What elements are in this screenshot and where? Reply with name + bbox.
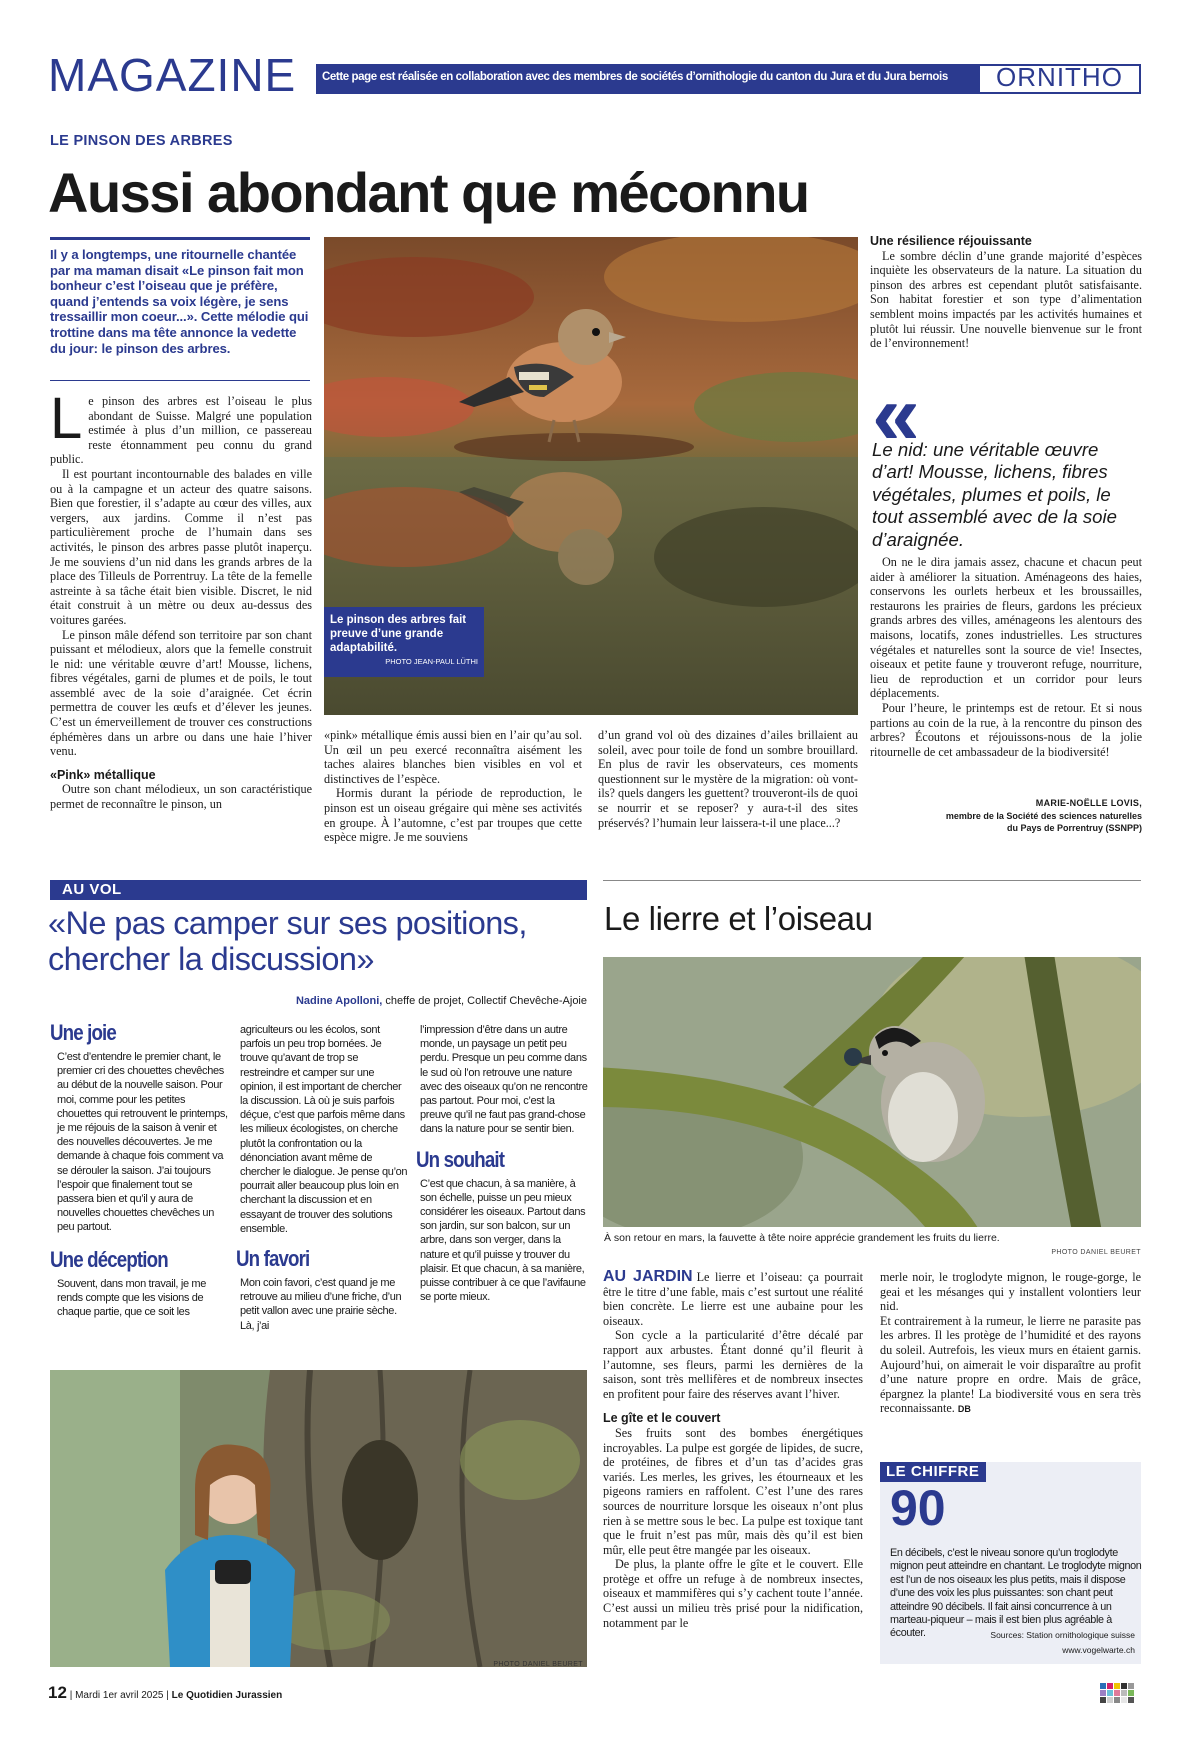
col3-p1: d’un grand vol où des dizaines d’ailes brillaient au soleil, avec pour toile de fond un sombre brouillard. En plus de ravir les observateurs, ces moments questionnent sur le mystère de la migration: où vont-ils? quels dangers les guettent? trouveront-ils de quoi se nourrir et se reposer? y aura-t-il des sites préservés? l’humain leur laissera-t-il une place...? <box>598 728 858 830</box>
chiffre-url[interactable]: www.vogelwarte.ch <box>1062 1645 1135 1655</box>
page-number: 12 <box>48 1683 67 1702</box>
subhead-pink: «Pink» métallique <box>50 767 156 782</box>
lead-rule-bottom <box>50 380 310 381</box>
article-col4-b <box>870 555 1142 759</box>
text-joie: C’est d’entendre le premier chant, le premier cri des chouettes chevêches au début de la nouvelle saison. Pour moi, comme pour les petites chouettes qui retrouvent le printemps, je me réjouis de la saison à venir et des nouvelles découvertes. Je me demande à chaque fois comment va se dérouler la saison. J’ai toujours l’espoir que finalement tout se passera bien et qu’il y aura de nouvelles chouettes chevêches un peu partout. <box>57 1051 228 1234</box>
footer-sep-2: | <box>166 1690 172 1701</box>
portrait-credit: PHOTO DANIEL BEURET <box>493 1661 583 1667</box>
footer-sep-1: | <box>69 1690 76 1701</box>
auvol-col2 <box>236 1023 408 1333</box>
lierre-rule <box>603 880 1141 881</box>
print-registration-icon <box>1100 1683 1138 1705</box>
col4-p1: Le sombre déclin d’une grande majorité d’espèces inquiète les observateurs de la nature. La situation du pinson des arbres est cependant plutôt satisfaisante. Son habitat forestier et son type d’alimentation semblent moins impactés par les activités humaines et plutôt lui réussir. Une nouvelle bienvenue sur le front de l’environnement! <box>870 248 1142 351</box>
heading-deception: Une déception <box>50 1246 168 1272</box>
auvol-label-text: AU VOL <box>62 881 122 898</box>
author-name: MARIE-NOËLLE LOVIS, <box>1035 798 1142 808</box>
masthead <box>48 49 1141 101</box>
col4-p2: On ne le dira jamais assez, chacune et chacun peut aider à améliorer la situation. Aménageons des haies, conservons les ourlets herbeux et les broussailles, restaurons les prairies de fleurs, gardons les précieux grands arbres des villes, aménageons les alentours des maisons, locatifs, zones industrielles. Les structures végétales et naturelles sont la source de vie! Insectes, oiseaux et petite faune y trouveront refuge, nourriture, lieu de reproduction et un corridor pour leurs déplacements. <box>870 555 1142 701</box>
lierre-p2: Son cycle a la particularité d’être décalé par rapport aux arbustes. Étant donné qu’il fleurit à l’automne, ses fleurs, parmi les dernières de la saison, sont très mellifères et de nombreux insectes en profitent pour faire des réserves avant l’hiver. <box>603 1328 863 1401</box>
lierre-p1: Le lierre et l’oiseau: ça pourrait être le titre d’une fable, mais c’est surtout une réalité bien concrète. Le lierre est une aubaine pour les oiseaux. <box>603 1270 863 1328</box>
quote-text: Le nid: une véritable œuvre d’art! Mousse, lichens, fibres végétales, plumes et poils, le tout assemblé avec de la soie d’araignée. <box>872 439 1117 550</box>
byline-role: cheffe de projet, Collectif Chevêche-Ajoie <box>382 995 587 1007</box>
article-kicker: LE PINSON DES ARBRES <box>50 133 233 149</box>
lierre-col1 <box>603 1270 863 1630</box>
col2-p2: Hormis durant la période de reproduction, le pinson est un oiseau grégaire qui mène ses activités en groupe. À l’automne, c’est par troupes que cette espèce migre. Je me souviens <box>324 786 582 845</box>
col4-p3: Pour l’heure, le printemps est de retour. Et si nous partions au coin de la rue, à la rencontre du pinson des arbres? Écoutons et réjouissons-nous de la jolie ritournelle de cet ambassadeur de la biodiversité! <box>870 700 1142 759</box>
blackcap-photo <box>603 957 1141 1227</box>
lierre-signature: DB <box>957 1404 971 1415</box>
chiffre-label-text: LE CHIFFRE <box>886 1463 980 1480</box>
auvol-col3 <box>416 1023 588 1304</box>
photo-caption-box <box>324 607 484 677</box>
chiffre-box <box>880 1462 1141 1664</box>
pull-quote <box>872 367 1144 551</box>
footer-date: Mardi 1er avril 2025 <box>75 1690 164 1701</box>
heading-joie: Une joie <box>50 1020 116 1045</box>
photo-credit: PHOTO JEAN-PAUL LÜTHI <box>385 657 478 666</box>
auvol-col1 <box>50 1020 230 1319</box>
chiffre-label <box>880 1462 986 1482</box>
footer <box>48 1683 282 1703</box>
author-role-2: du Pays de Porrentruy (SSNPP) <box>1006 823 1142 833</box>
article-col1 <box>50 386 312 812</box>
col2-p1: «pink» métallique émis aussi bien en l’air qu’au sol. Un œil un peu exercé reconnaîtra aisément les taches alaires blanches bien visibles en vol et distinctives de l’espèce. <box>324 728 582 786</box>
author-role-1: membre de la Société des sciences naturelles <box>945 810 1142 821</box>
portrait-photo <box>50 1370 587 1667</box>
footer-paper: Le Quotidien Jurassien <box>171 1690 283 1701</box>
article-col4 <box>870 234 1142 351</box>
col1-p2: Il est pourtant incontournable des balades en ville ou à la campagne et un acteur des quatre saisons. Bien que forestier, il s’adapte au cœur des villes, aux vergers, aux jardins. Comme il n’est pas particulièrement proche de l’humain dans ses activités, le pinson des arbres passe plutôt inaperçu. Je me souviens d’un nid dans les grands arbres de la place des Tilleuls de Porrentruy. La tête de la femelle astreinte à sa tâche était bien visible. Discret, le nid était construit à un mètre ou deux au-dessus des voitures garées. <box>50 466 312 627</box>
chiffre-number: 90 <box>890 1480 946 1536</box>
auvol-title <box>48 905 593 977</box>
auvol-title-line1: «Ne pas camper sur ses positions, <box>48 905 527 941</box>
article-col2 <box>324 728 582 845</box>
color-bar-icon <box>1100 1683 1138 1705</box>
author-block <box>870 797 1142 835</box>
chiffre-text: En décibels, c’est le niveau sonore qu’un troglodyte mignon peut atteindre en chantant. Le troglodyte mignon est l’un de nos oiseaux les plus petits, mais il dispose d’une des voix les plus puissantes: son chant peut atteindre 90 décibels. Il fait ainsi concurrence à un marteau-piqueur – mais il est bien plus agréable à écouter. <box>890 1547 1142 1640</box>
lierre-kicker: AU JARDIN <box>603 1268 693 1285</box>
article-title: Aussi abondant que méconnu <box>48 161 809 224</box>
text-souhait: C’est que chacun, à sa manière, à son échelle, puisse un peu mieux considérer les oiseaux. Partout dans son jardin, sur son balcon, sur un arbre, dans son verger, dans la nature et qu’il puisse y trouver du plaisir. Et que chacun, à sa manière, puisse contribuer à ce que l’avifaune se porte mieux. <box>420 1177 586 1304</box>
text-deception: Souvent, dans mon travail, je me rends compte que les visions de chaque partie, que ce soit les <box>57 1277 206 1319</box>
lierre-credit: PHOTO DANIEL BEURET <box>1051 1249 1141 1256</box>
photo-caption: Le pinson des arbres fait preuve d’une grande adaptabilité. <box>330 614 467 654</box>
lierre-col2 <box>880 1270 1141 1417</box>
portrait-illustration <box>50 1370 587 1667</box>
text-col2: agriculteurs ou les écolos, sont parfois un peu trop bornées. Je trouve qu’avant de trop se restreindre et camper sur une opinion, il est important de chercher la discussion. Là où je suis parfois déçue, c’est que parfois même dans les milieux écologistes, on cherche plutôt la confrontation ou la dénonciation avant même de chercher le dialogue. Je pense qu’on pourrait aller beaucoup plus loin en cherchant la discussion et en essayant de trouver des solutions ensemble. <box>240 1024 408 1235</box>
col1-p3: Le pinson mâle défend son territoire par son chant puissant et mélodieux, alors que la femelle construit le nid: une véritable œuvre d’art! Mousse, lichens, fibres végétales, garni de plumes et de poils, le tout assemblé avec de la soie d’araignée. Cet écrin permettra de couver les œufs et d’élever les jeunes. C’est un émerveillement de trouver ces constructions éphémères dans un arbre ou dans une haie l’hiver venu. <box>50 627 312 759</box>
article-col3 <box>598 728 858 830</box>
lead-rule <box>50 237 310 240</box>
lierre-p5: merle noir, le troglodyte mignon, le rouge-gorge, le geai et les mésanges qui y installent volontiers leur nid. <box>880 1270 1141 1314</box>
dropcap: L <box>50 386 83 451</box>
col1-p4: Outre son chant mélodieux, un son caractéristique permet de reconnaître le pinson, un <box>50 782 312 812</box>
text-favori: Mon coin favori, c’est quand je me retrouve au milieu d’une friche, d’un petit vallon avec une prairie sèche. Là, j’ai <box>240 1277 402 1332</box>
text-col3: l’impression d’être dans un autre monde, un paysage un petit peu perdu. Presque un peu comme dans le sud où l’on retrouve une nature avec des oiseaux qu’on ne rencontre pas partout. Pour moi, c’est la preuve qu’il ne faut pas grand-chose dans la nature pour se sentir bien. <box>420 1024 588 1136</box>
col1-p1: e pinson des arbres est l’oiseau le plus abondant de Suisse. Malgré une population estimée à plus d’un million, ce passereau reste étonnamment peu connu du grand public. <box>50 394 312 467</box>
lierre-subhead: Le gîte et le couvert <box>603 1411 721 1426</box>
article-lead: Il y a longtemps, une ritournelle chantée par ma maman disait «Le pinson fait mon bonheur c’est l’oiseau que je préfère, quand j’entends sa voix légère, je sens tressaillir mon coeur...». Cette mélodie qui trottine dans ma tête annonce la vedette du jour: le pinson des arbres. <box>50 247 309 356</box>
chaffinch-photo <box>324 237 858 715</box>
lierre-p4: De plus, la plante offre le gîte et le couvert. Elle protège et offre un refuge à de nombreux insectes, oiseaux et mammifères qui s’y cachent toute l’année. C’est aussi un milieu très prisé pour la nidification, notamment par le <box>603 1557 863 1630</box>
rubric-label: ORNITHO <box>996 62 1123 92</box>
quote-mark-icon: « <box>872 367 914 463</box>
header-note: Cette page est réalisée en collaboration avec des membres de sociétés d’ornithologie du canton du Jura et du Jura bernois <box>322 71 948 83</box>
blackcap-illustration <box>603 957 1141 1227</box>
auvol-title-line2: chercher la discussion» <box>48 941 374 977</box>
auvol-byline <box>50 995 587 1007</box>
lierre-p3: Ses fruits sont des bombes énergétiques incroyables. La pulpe est gorgée de lipides, de sucre, de protéines, de fibres et d’un tas d’acides gras variés. Les merles, les grives, les étourneaux et les pigeons ramiers en raffolent. C’est l’une des rares sources de nourriture lorsque les oiseaux n’ont plus rien à se mettre sous le bec. La pulpe est toxique tant que le fruit n’est pas mûr, mais dès qu’il est bien mûr, elle peut être mangée par les oiseaux. <box>603 1425 863 1557</box>
subhead-resilience: Une résilience réjouissante <box>870 234 1032 248</box>
lierre-title: Le lierre et l’oiseau <box>604 900 873 937</box>
lierre-p6: Et contrairement à la rumeur, le lierre ne parasite pas les arbres. Il les protège de l’humidité et des rayons du soleil. Autrefois, les vieux murs en étaient garnis. Aujourd’hui, on aimerait le voir disparaître au profit d’une nature propre en ordre. Mais de grâce, épargnez la plante! La biodiversité vous en sera très reconnaissante. <box>880 1313 1141 1416</box>
byline-name: Nadine Apolloni, <box>295 995 383 1007</box>
heading-souhait: Un souhait <box>416 1146 505 1172</box>
chiffre-source: Sources: Station ornithologique suisse <box>990 1630 1135 1640</box>
magazine-title: MAGAZINE <box>48 49 297 101</box>
heading-favori: Un favori <box>236 1246 310 1272</box>
auvol-label <box>50 880 587 900</box>
lierre-caption: À son retour en mars, la fauvette à tête noire apprécie grandement les fruits du lierre. <box>604 1232 1000 1244</box>
